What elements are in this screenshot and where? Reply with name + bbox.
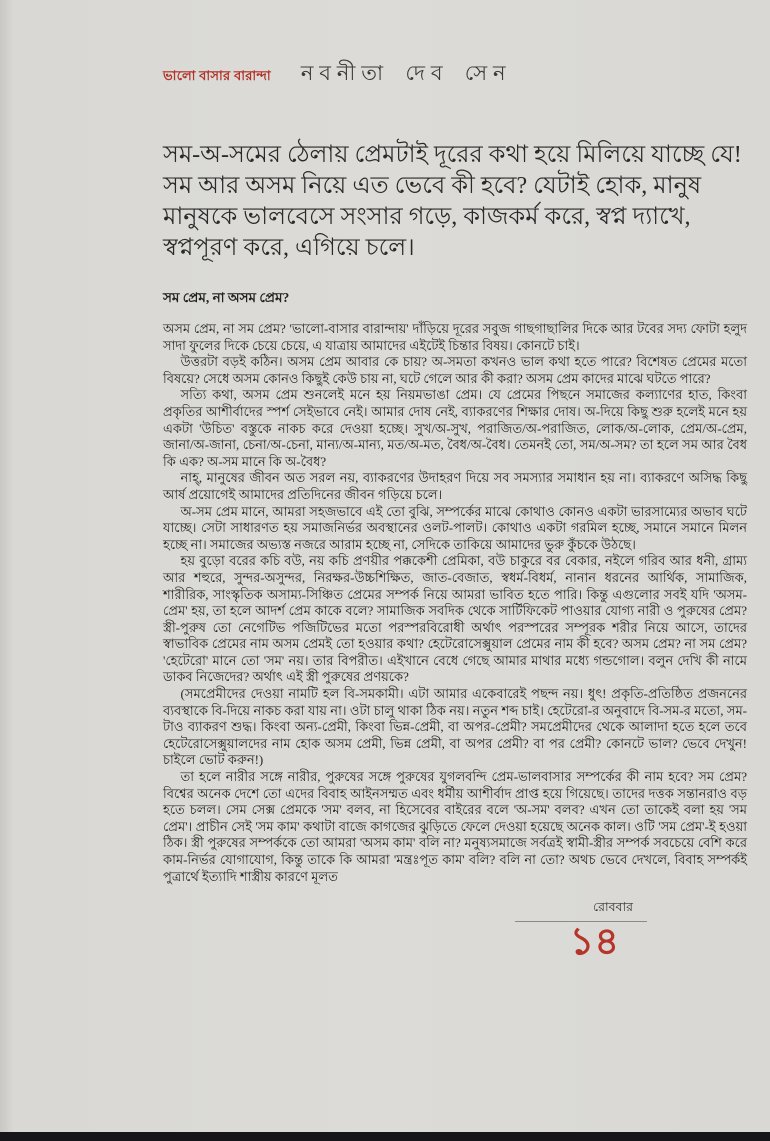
body-paragraph: উত্তরটা বড়ই কঠিন। অসম প্রেম আবার কে চায়? অ-সমতা কখনও ভাল কথা হতে পারে? বিশেষত প্রেমের মতো বিষয়ে? সেধে অসম কোনও কিছুই কেউ চায় না, ঘটে গেলে আর কী করা? অসম প্রেম কাদের মাঝে ঘটতে পারে? <box>163 354 747 386</box>
section-subhead: সম প্রেম, না অসম প্রেম? <box>163 290 290 305</box>
body-paragraph: সত্যি কথা, অসম প্রেম শুনলেই মনে হয় নিয়মভাঙা প্রেম। যে প্রেমের পিছনে সমাজের কল্যাণের হাত, কিংবা প্রকৃতির আশীর্বাদের স্পর্শ সেইভাবে নেই। আমার দোষ নেই, ব্যাকরণের শিক্ষার দোষ। অ-দিয়ে কিছু শুরু হলেই মনে হয় একটা 'উচিত' বস্তুকে নাকচ করে দেওয়া হচ্ছে। সুখ/অ-সুখ, পরাজিত/অ-পরাজিত, লোক/অ-লোক, প্রেম/অ-প্রেম, জানা/অ-জানা, চেনা/অ-চেনা, মান্য/অ-মান্য, মত/অ-মত, বৈধ/অ-বৈধ। তেমনই তো, সম/অ-সম? তা হলে সম আর বৈধ কি এক? অ-সম মানে কি অ-বৈধ? <box>163 387 747 469</box>
footer-magazine-name: রোববার <box>515 899 647 922</box>
lede-paragraph: সম-অ-সমের ঠেলায় প্রেমটাই দূরের কথা হয়ে মিলিয়ে যাচ্ছে যে! সম আর অসম নিয়ে এত ভেবে কী হবে? যেটাই হোক, মানুষ মানুষকে ভালবেসে সংসার গড়ে, কাজকর্ম করে, স্বপ্ন দ্যাখে, স্বপ্নপূরণ করে, এগিয়ে চলে। <box>163 142 742 261</box>
page-content <box>163 57 747 963</box>
body-paragraph: হয় বুড়ো বরের কচি বউ, নয় কচি প্রণয়ীর পক্ককেশী প্রেমিকা, বউ চাকুরে বর বেকার, নইলে গরিব আর ধনী, গ্রাম্য আর শহুরে, সুন্দর-অসুন্দর, নিরক্ষর-উচ্চশিক্ষিত, জাত-বেজাত, স্বধর্ম-বিধর্ম, নানান ধরনের আর্থিক, সামাজিক, শারীরিক, সাংস্কৃতিক অসাম্য-সিঞ্চিত প্রেমের সম্পর্ক নিয়ে আমরা ভাবিত হতে পারি। কিন্তু এগুলোর সবই যদি 'অসম-প্রেম' হয়, তা হলে আদর্শ প্রেম কাকে বলে? সামাজিক সবদিক থেকে সার্টিফিকেট পাওয়ার যোগ্য নারী ও পুরুষের প্রেম? স্ত্রী-পুরুষ তো নেগেটিভ পজিটিভের মতো পরস্পরবিরোধী অর্থাৎ পরস্পরের সম্পূরক শরীর নিয়ে আসে, তাদের স্বাভাবিক প্রেমের নাম অসম প্রেমই তো হওয়ার কথা? হেটেরোসেক্সুয়াল প্রেমের নাম কী হবে? অসম প্রেম? না সম প্রেম? 'হেটেরো' মানে তো 'সম' নয়। তার বিপরীত। এইখানে বেধে গেছে আমার মাথার মধ্যে গন্ডগোল। বলুন দেখি কী নামে ডাকব নিজেদের? অর্থাৎ এই স্ত্রী পুরুষের প্রণয়কে? <box>163 553 747 685</box>
body-paragraph: অসম প্রেম, না সম প্রেম? 'ভালো-বাসার বারান্দায়' দাঁড়িয়ে দূরের সবুজ গাছগাছালির দিকে আর টবের সদ্য ফোটা হলুদ সাদা ফুলের দিকে চেয়ে চেয়ে, এ যাত্রায় আমাদের এইটেই চিন্তার বিষয়। কোনটে চাই। <box>163 321 747 353</box>
scan-edge-bar <box>0 1132 770 1141</box>
footer-page-number: ১৪ <box>569 921 619 964</box>
article-body <box>163 321 747 885</box>
body-paragraph: নাহ্, মানুষের জীবন অত সরল নয়, ব্যাকরণের উদাহরণ দিয়ে সব সমস্যার সমাধান হয় না। ব্যাকরণে অসিদ্ধ কিছু আর্ষ প্রয়োগেই আমাদের প্রতিদিনের জীবন গড়িয়ে চলে। <box>163 470 747 502</box>
body-paragraph: অ-সম প্রেম মানে, আমরা সহজভাবে এই তো বুঝি, সম্পর্কের মাঝে কোথাও কোনও একটা ভারসাম্যের অভাব ঘটে যাচ্ছে। সেটা সাধারণত হয় সমাজনির্ভর অবস্থানের ওলট-পালট। কোথাও একটা গরমিল হচ্ছে, সমানে সমানে মিলন হচ্ছে না। সমাজের অভ্যস্ত নজরে আরাম হচ্ছে না, সেদিকে তাকিয়ে আমাদের ভুরু কুঁচকে উঠছে। <box>163 503 747 552</box>
column-caption: ভালো বাসার বারান্দা <box>163 68 271 83</box>
page-footer <box>515 899 647 963</box>
masthead <box>163 57 747 92</box>
author-name: নবনীতা দেব সেন <box>300 61 512 85</box>
body-paragraph: তা হলে নারীর সঙ্গে নারীর, পুরুষের সঙ্গে পুরুষের যুগলবন্দি প্রেম-ভালবাসার সম্পর্কের কী নাম হবে? সম প্রেম? বিশ্বের অনেক দেশে তো এদের বিবাহ আইনসম্মত এবং ধর্মীয় আশীর্বাদ প্রাপ্ত হয়ে গিয়েছে। তাদের দত্তক সন্তানরাও বড় হতে চলল। সেম সেক্স প্রেমকে 'সম' বলব, না হিসেবের বাইরের বলে 'অ-সম' বলব? এখন তো তাকেই বলা হয় 'সম প্রেম'। প্রাচীন সেই 'সম কাম' কথাটা বাজে কাগজের ঝুড়িতে ফেলে দেওয়া হয়েছে অনেক কাল। ওটি 'সম প্রেম'-ই হওয়া ঠিক। স্ত্রী পুরুষের সম্পর্ককে তো আমরা 'অসম কাম' বলি না? মনুষ্যসমাজে সর্বত্রই স্বামী-স্ত্রীর সম্পর্ক সবচেয়ে বেশি করে কাম-নির্ভর যোগাযোগ, কিন্তু তাকে কি আমরা 'মন্ত্রঃপূত কাম' বলি? বলি না তো? অথচ ভেবে দেখলে, বিবাহ সম্পর্কই পুত্রার্থে ইত্যাদি শাস্ত্রীয় কারণে মূলত <box>163 769 747 884</box>
body-paragraph: (সমপ্রেমীদের দেওয়া নামটি হল বি-সমকামী। এটা আমার একেবারেই পছন্দ নয়। ধুৎ! প্রকৃতি-প্রতিষ্ঠিত প্রজননের ব্যবস্থাকে বি-দিয়ে নাকচ করা যায় না। ওটা চালু থাকা ঠিক নয়। নতুন শব্দ চাই। হেটেরো-র অনুবাদে বি-সম-র মতো, সম-টাও ব্যাকরণ শুদ্ধ। কিংবা অন্য-প্রেমী, কিংবা ভিন্ন-প্রেমী, বা অপর-প্রেমী? সমপ্রেমীদের থেকে আলাদা হতে হলে তবে হেটেরোসেক্সুয়ালদের নাম হোক অসম প্রেমী, ভিন্ন প্রেমী, বা অপর প্রেমী? বা পর প্রেমী? কোনটে ভাল? ভেবে দেখুন! চাইলে ভোট করুন!) <box>163 686 747 768</box>
